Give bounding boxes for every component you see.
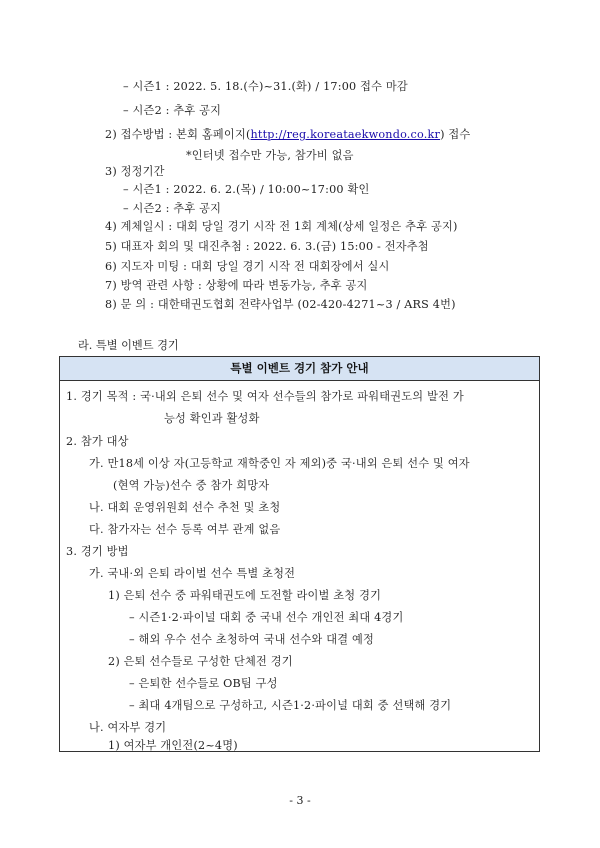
notice-line: 1) 은퇴 선수 중 파워태권도에 도전할 라이벌 초청 경기 xyxy=(108,589,382,602)
weigh-in-item: 4) 계체일시 : 대회 당일 경기 시작 전 1회 계체(상세 일정은 추후 공지) xyxy=(105,220,458,233)
notice-line: 가. 국내·외 은퇴 라이벌 선수 특별 초청전 xyxy=(89,567,296,580)
special-event-notice-box xyxy=(59,356,540,752)
notice-line: 가. 만18세 이상 자(고등학교 재학중인 자 제외)중 국·내외 은퇴 선수 및 여자 xyxy=(89,457,470,470)
notice-line: 3. 경기 방법 xyxy=(66,545,129,558)
apply-prefix: 2) 접수방법 : 본회 홈페이지( xyxy=(105,128,251,141)
special-event-section-title: 라. 특별 이벤트 경기 xyxy=(78,339,179,352)
correction-title: 3) 정정기간 xyxy=(105,165,165,178)
notice-line: 나. 여자부 경기 xyxy=(89,721,167,734)
coach-meeting-item: 6) 지도자 미팅 : 대회 당일 경기 시작 전 대회장에서 실시 xyxy=(105,260,390,273)
notice-line: – 해외 우수 선수 초청하여 국내 선수와 대결 예정 xyxy=(129,633,374,646)
apply-suffix: ) 접수 xyxy=(440,128,471,141)
notice-line: 다. 참가자는 선수 등록 여부 관계 없음 xyxy=(89,523,281,536)
notice-line: 1) 여자부 개인전(2~4명) xyxy=(108,739,238,752)
correction-season1: – 시즌1 : 2022. 6. 2.(목) / 10:00~17:00 확인 xyxy=(123,183,370,196)
notice-line: (현역 가능)선수 중 참가 희망자 xyxy=(113,479,270,492)
page-number: - 3 - xyxy=(289,794,311,807)
notice-line: – 은퇴한 선수들로 OB팀 구성 xyxy=(129,677,278,690)
notice-line: – 시즌1·2·파이널 대회 중 국내 선수 개인전 최대 4경기 xyxy=(129,611,404,624)
correction-season2: – 시즌2 : 추후 공지 xyxy=(123,202,222,215)
notice-line: – 최대 4개팀으로 구성하고, 시즌1·2·파이널 대회 중 선택해 경기 xyxy=(129,699,452,712)
notice-line: 2. 참가 대상 xyxy=(66,435,129,448)
schedule-season1: – 시즌1 : 2022. 5. 18.(수)~31.(화) / 17:00 접수 마감 xyxy=(123,80,408,93)
contact-item: 8) 문 의 : 대한태권도협회 전략사업부 (02-420-4271~3 / ARS 4번) xyxy=(105,298,456,311)
representative-meeting-item: 5) 대표자 회의 및 대진추첨 : 2022. 6. 3.(금) 15:00 - 전자추첨 xyxy=(105,240,429,253)
schedule-season2: – 시즌2 : 추후 공지 xyxy=(123,104,222,117)
notice-line: 능성 확인과 활성화 xyxy=(164,412,260,425)
notice-header: 특별 이벤트 경기 참가 안내 xyxy=(60,357,539,381)
quarantine-item: 7) 방역 관련 사항 : 상황에 따라 변동가능, 추후 공지 xyxy=(105,279,368,292)
notice-line: 1. 경기 목적 : 국·내외 은퇴 선수 및 여자 선수들의 참가로 파워태권도의 발전 가 xyxy=(66,390,464,403)
registration-link[interactable]: http://reg.koreataekwondo.co.kr xyxy=(250,128,441,141)
notice-line: 2) 은퇴 선수들로 구성한 단체전 경기 xyxy=(108,655,293,668)
apply-method xyxy=(105,128,470,142)
notice-line: 나. 대회 운영위원회 선수 추천 및 초청 xyxy=(89,501,281,514)
apply-note: *인터넷 접수만 가능, 참가비 없음 xyxy=(186,149,354,162)
